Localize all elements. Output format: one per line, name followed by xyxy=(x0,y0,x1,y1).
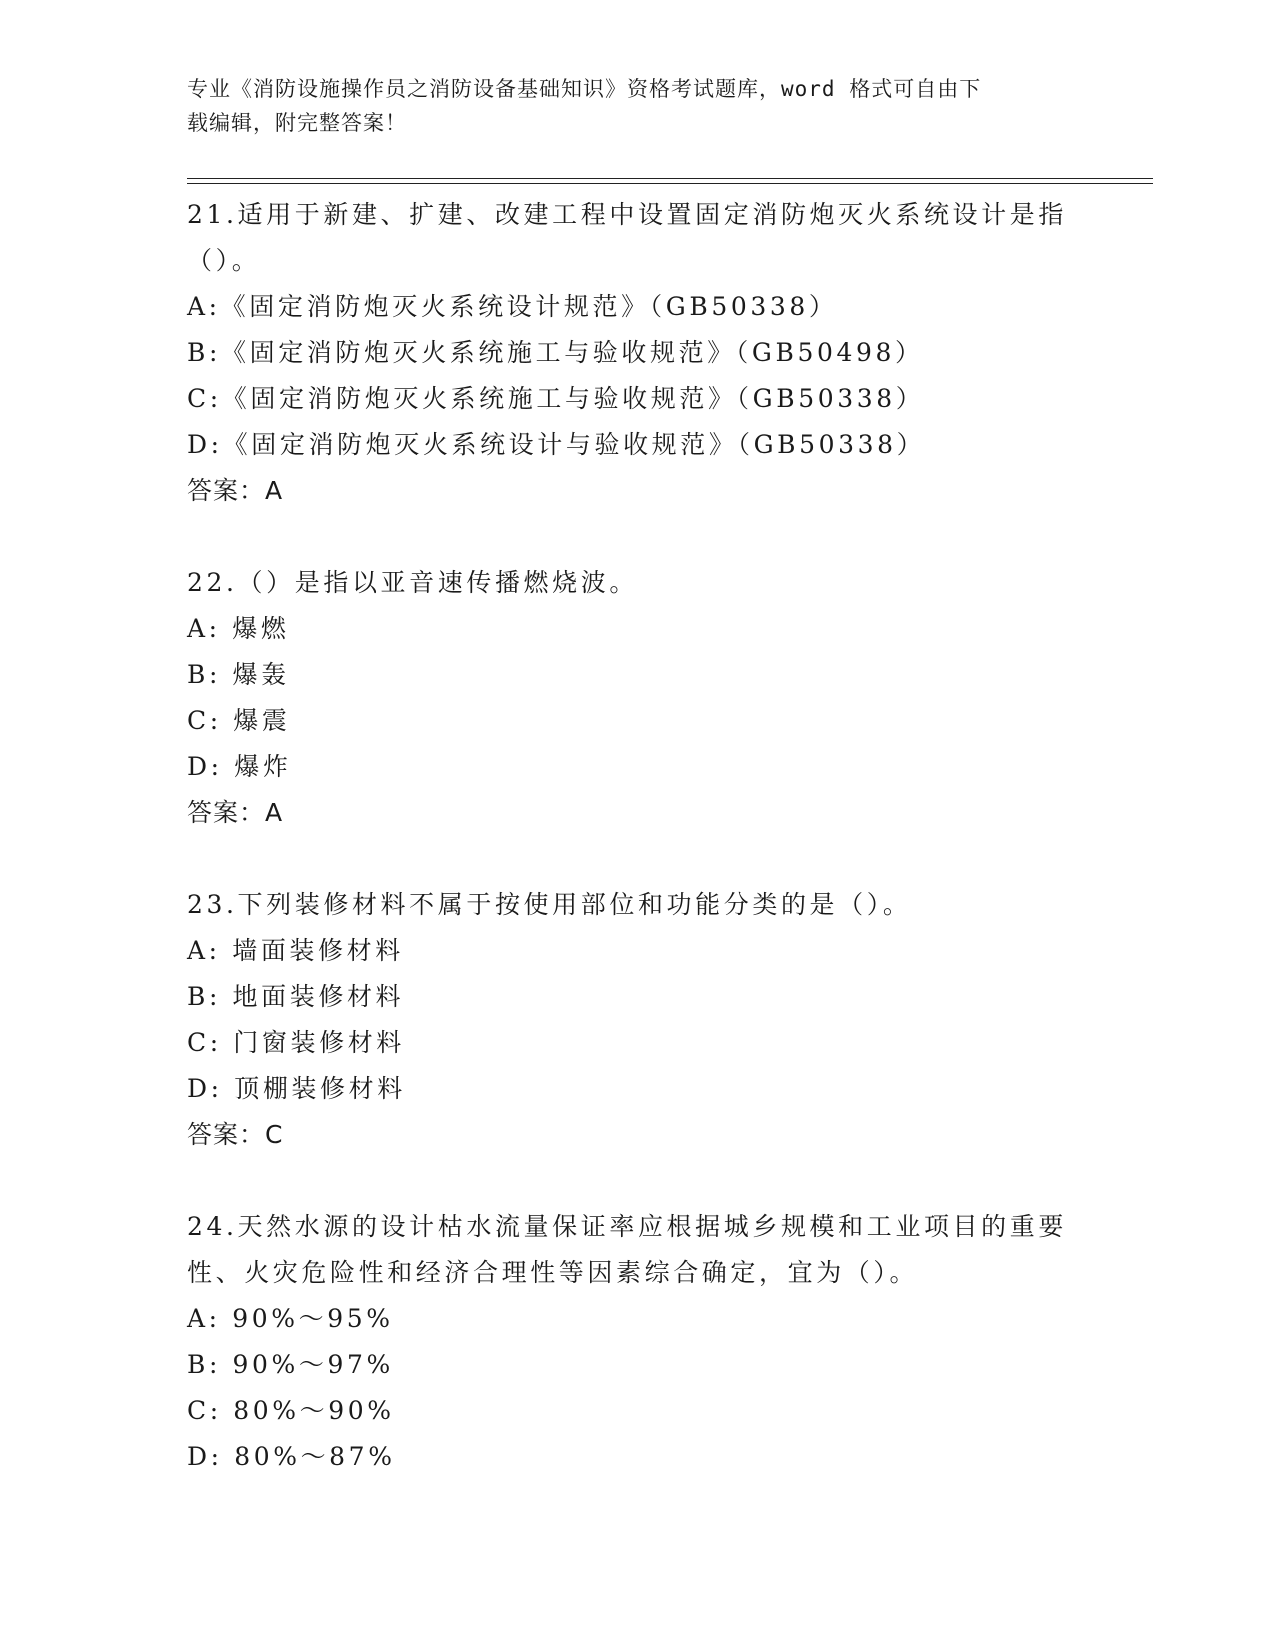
question-stem xyxy=(187,560,1087,606)
question-stem-line-1: 21.适用于新建、扩建、改建工程中设置固定消防炮灭火系统设计是指 xyxy=(187,200,1067,229)
question-stem xyxy=(187,1204,1087,1296)
document-header xyxy=(187,72,1067,140)
question-22 xyxy=(187,560,1087,836)
answer-label: 答案：A xyxy=(187,798,284,827)
question-stem-line-2: （）。 xyxy=(187,246,261,275)
question-spacer xyxy=(187,514,1087,560)
option-d: D: 爆炸 xyxy=(187,752,292,781)
answer-label: 答案：C xyxy=(187,1120,284,1149)
option-c: C: 爆震 xyxy=(187,706,291,735)
option-b: B: 地面装修材料 xyxy=(187,982,405,1011)
option-d: D: 顶棚装修材料 xyxy=(187,1074,406,1103)
option-c: C: 80%～90% xyxy=(187,1396,395,1425)
question-spacer xyxy=(187,1158,1087,1204)
question-list xyxy=(187,186,1087,1480)
option-a: A:《固定消防炮灭火系统设计规范》（GB50338） xyxy=(187,292,838,321)
question-stem xyxy=(187,186,1087,284)
question-stem-line-1: 23.下列装修材料不属于按使用部位和功能分类的是（）。 xyxy=(187,890,912,919)
option-d: D: 80%～87% xyxy=(187,1442,396,1471)
option-c: C:《固定消防炮灭火系统施工与验收规范》（GB50338） xyxy=(187,384,925,413)
question-stem-line-2: 性、火灾危险性和经济合理性等因素综合确定，宜为（）。 xyxy=(187,1258,919,1287)
option-c: C: 门窗装修材料 xyxy=(187,1028,405,1057)
question-21 xyxy=(187,186,1087,514)
option-a: A: 90%～95% xyxy=(187,1304,394,1333)
option-b: B:《固定消防炮灭火系统施工与验收规范》（GB50498） xyxy=(187,338,924,367)
header-divider-bottom xyxy=(187,183,1153,184)
question-stem xyxy=(187,882,1087,928)
header-line-2: 载编辑，附完整答案！ xyxy=(187,111,407,135)
header-divider-top xyxy=(187,178,1153,179)
question-stem-line-1: 22.（）是指以亚音速传播燃烧波。 xyxy=(187,568,638,597)
question-24 xyxy=(187,1204,1087,1480)
option-b: B: 90%～97% xyxy=(187,1350,394,1379)
option-a: A: 墙面装修材料 xyxy=(187,936,404,965)
option-d: D:《固定消防炮灭火系统设计与验收规范》（GB50338） xyxy=(187,430,926,459)
question-stem-line-1: 24.天然水源的设计枯水流量保证率应根据城乡规模和工业项目的重要 xyxy=(187,1212,1067,1241)
option-a: A: 爆燃 xyxy=(187,614,290,643)
option-b: B: 爆轰 xyxy=(187,660,290,689)
header-line-1: 专业《消防设施操作员之消防设备基础知识》资格考试题库，word 格式可自由下 xyxy=(187,77,982,101)
question-23 xyxy=(187,882,1087,1158)
question-spacer xyxy=(187,836,1087,882)
answer-label: 答案：A xyxy=(187,476,284,505)
